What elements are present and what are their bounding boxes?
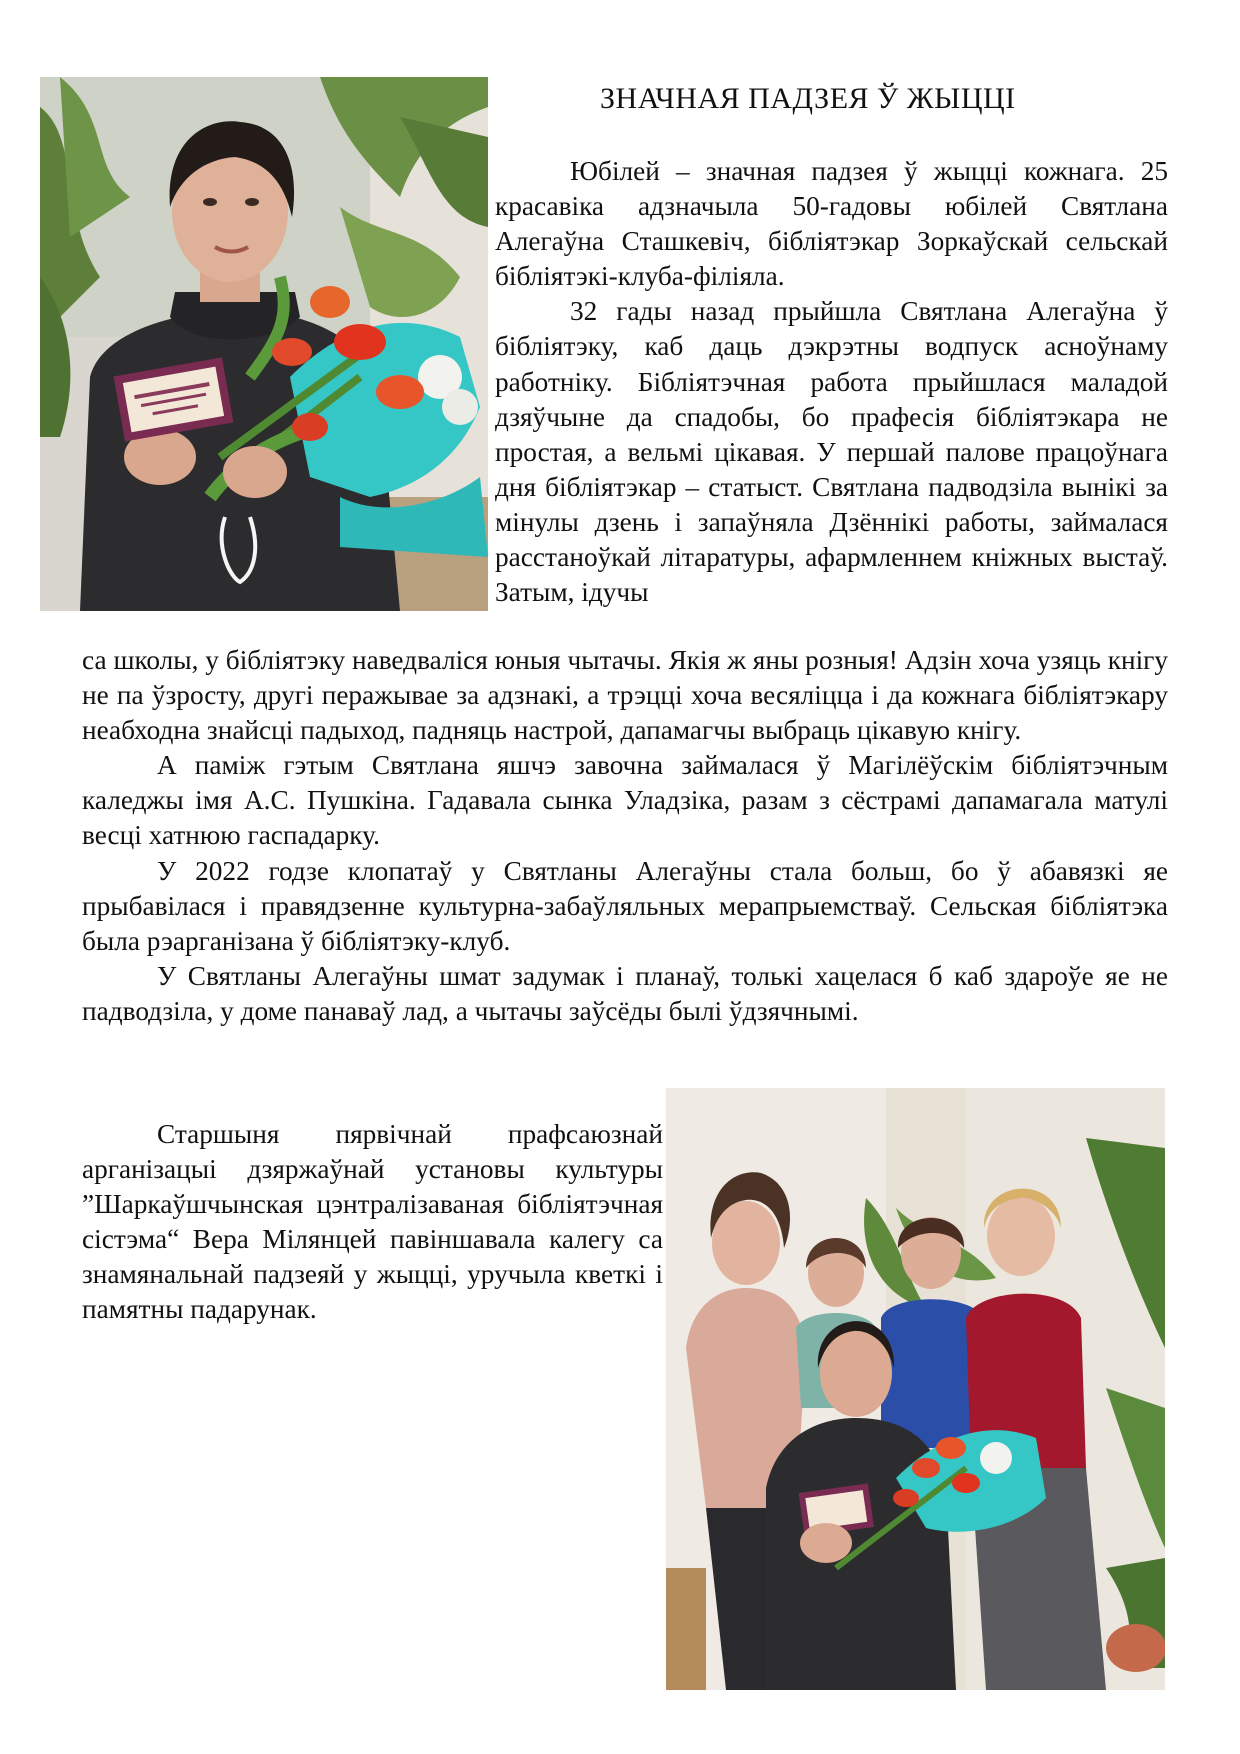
- article-body-middle: [82, 643, 1168, 1029]
- paragraph-congratulations: Старшыня пярвічнай прафсаюзнай арганізацыі дзяржаўнай установы культуры ”Шаркаўшчынская цэнтралізаваная бібліятэчная сістэма“ Вера Мілянцей павіншавала калегу са знамянальнай падзеяй у жыцці, уручыла кветкі і памятны падарунак.: [82, 1119, 663, 1325]
- article-body-bottom: [82, 1117, 663, 1328]
- group-photo: [666, 1088, 1165, 1690]
- paragraph-career-start: 32 гады назад прыйшла Святлана Алегаўна ў бібліятэку, каб даць дэкрэтны водпуск асноўнаму работніку. Бібліятэчная работа прыйшлася маладой дзяўчыне да спадобы, бо прафесія бібліятэкара не простая, а вельмі цікавая. У першай палове працоўнага дня бібліятэкар – статыст. Святлана падводзіла вынікі за мінулы дзень і запаўняла Дзённікі работы, займалася расстаноўкай літаратуры, афармленнем кніжных выстаў. Затым, ідучы: [495, 296, 1168, 608]
- paragraph-2022: У 2022 годзе клопатаў у Святланы Алегаўны стала больш, бо ў абавязкі яе прыбавілася і правядзенне культурна-забаўляльных мерапрыемстваў. Сельская бібліятэка была рэарганізана ў бібліятэку-клуб.: [82, 855, 1168, 956]
- paragraph-career-continued: са школы, у бібліятэку наведваліся юныя чытачы. Якія ж яны розныя! Адзін хоча узяць кнігу не па ўзросту, другі перажывае за адзнакі, а трэцці хоча весяліцца і да кожнага бібліятэкару неабходна знайсці падыход, падняць настрой, дапамагчы выбраць цікавую кнігу.: [82, 645, 1168, 746]
- paragraph-plans: У Святланы Алегаўны шмат задумак і планаў, толькі хацелася б каб здароўе яе не падводзіла, у доме панаваў лад, а чытачы заўсёды былі ўдзячнымі.: [82, 960, 1168, 1026]
- paragraph-jubilee: Юбілей – значная падзея ў жыцці кожнага. 25 красавіка адзначыла 50-гадовы юбілей Святлана Алегаўна Сташкевіч, бібліятэкар Зоркаўскай сельскай бібліятэкі-клуба-філіяла.: [495, 156, 1168, 292]
- article-title: ЗНАЧНАЯ ПАДЗЕЯ Ў ЖЫЦЦІ: [600, 82, 1016, 115]
- paragraph-education: А паміж гэтым Святлана яшчэ завочна займалася ў Магілёўскім бібліятэчным каледжы імя А.С. Пушкіна. Гадавала сынка Уладзіка, разам з сёстрамі дапамагала матулі весці хатнюю гаспадарку.: [82, 750, 1168, 851]
- article-body-top: [495, 154, 1168, 610]
- portrait-photo: [40, 77, 488, 611]
